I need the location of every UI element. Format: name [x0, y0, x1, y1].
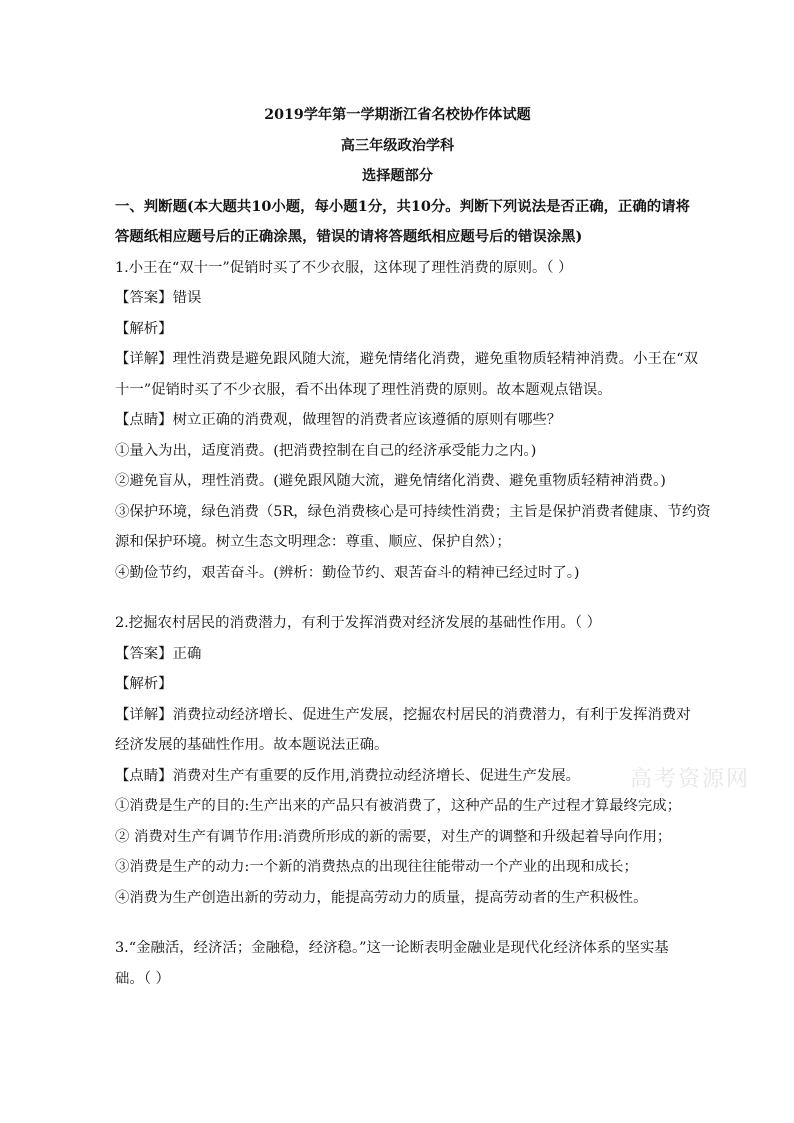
- q1-tip: 【点睛】树立正确的消费观，做理智的消费者应该遵循的原则有哪些？: [115, 412, 562, 428]
- q2-tip: 【点睛】消费对生产有重要的反作用,消费拉动经济增长、促进生产发展。: [115, 767, 581, 784]
- instructions-line-1: 一、判断题(本大题共10小题，每小题1分，共10分。判断下列说法是否正确，正确的请将: [115, 197, 690, 215]
- q2-detail-line-2: 经济发展的基础性作用。故本题说法正确。: [115, 737, 389, 753]
- watermark: 高考资源网: [630, 767, 751, 792]
- q1-point-3-line-1: ③保护环境，绿色消费（5R，绿色消费核心是可持续性消费；主旨是保护消费者健康、节约资: [115, 503, 711, 520]
- q1-point-1: ①量入为出，适度消费。(把消费控制在自己的经济承受能力之内。): [115, 442, 537, 459]
- q2-point-4: ④消费为生产创造出新的劳动力，能提高劳动力的质量，提高劳动者的生产积极性。: [115, 889, 648, 906]
- q2-answer: 【答案】正确: [115, 645, 202, 662]
- q1-point-4: ④勤俭节约，艰苦奋斗。(辨析：勤俭节约、艰苦奋斗的精神已经过时了。): [115, 564, 580, 581]
- q3-question-line-2: 础。（ ）: [115, 970, 170, 987]
- q1-answer: 【答案】错误: [115, 290, 202, 306]
- q2-point-1: ①消费是生产的目的:生产出来的产品只有被消费了，这种产品的生产过程才算最终完成；: [115, 798, 682, 814]
- section-heading: 选择题部分: [362, 168, 433, 184]
- q1-point-3-line-2: 源和保护环境。树立生态文明理念：尊重、顺应、保护自然）；: [115, 534, 511, 550]
- q3-question-line-1: 3.“金融活，经济活；金融稳，经济稳。”这一论断表明金融业是现代化经济体系的坚实基: [115, 940, 669, 956]
- exam-subtitle: 高三年级政治学科: [340, 137, 455, 154]
- q2-detail-line-1: 【详解】消费拉动经济增长、促进生产发展，挖掘农村居民的消费潜力，有利于发挥消费对: [115, 706, 691, 723]
- q2-point-2: ② 消费对生产有调节作用:消费所形成的新的需要，对生产的调整和升级起着导向作用；: [115, 828, 672, 845]
- q2-analysis-heading: 【解析】: [115, 676, 173, 692]
- q2-point-3: ③消费是生产的动力:一个新的消费热点的出现往往能带动一个产业的出现和成长；: [115, 859, 638, 875]
- spacer: [115, 913, 680, 933]
- exam-title: 2019学年第一学期浙江省名校协作体试题: [264, 107, 531, 123]
- spacer: [115, 588, 680, 608]
- q1-point-2: ②避免盲从，理性消费。(避免跟风随大流，避免情绪化消费、避免重物质轻精神消费。): [115, 473, 666, 489]
- q1-detail-line-1: 【详解】理性消费是避免跟风随大流，避免情绪化消费，避免重物质轻精神消费。小王在“双: [115, 351, 698, 367]
- q2-question: 2.挖掘农村居民的消费潜力，有利于发挥消费对经济发展的基础性作用。（ ）: [115, 615, 601, 631]
- q1-question: 1.小王在“双十一”促销时买了不少衣服，这体现了理性消费的原则。（ ）: [115, 259, 573, 276]
- q1-analysis-heading: 【解析】: [115, 320, 173, 337]
- instructions-line-2: 答题纸相应题号后的正确涂黑，错误的请将答题纸相应题号后的错误涂黑): [115, 228, 583, 245]
- q1-detail-line-2: 十一”促销时买了不少衣服，看不出体现了理性消费的原则。故本题观点错误。: [115, 381, 612, 398]
